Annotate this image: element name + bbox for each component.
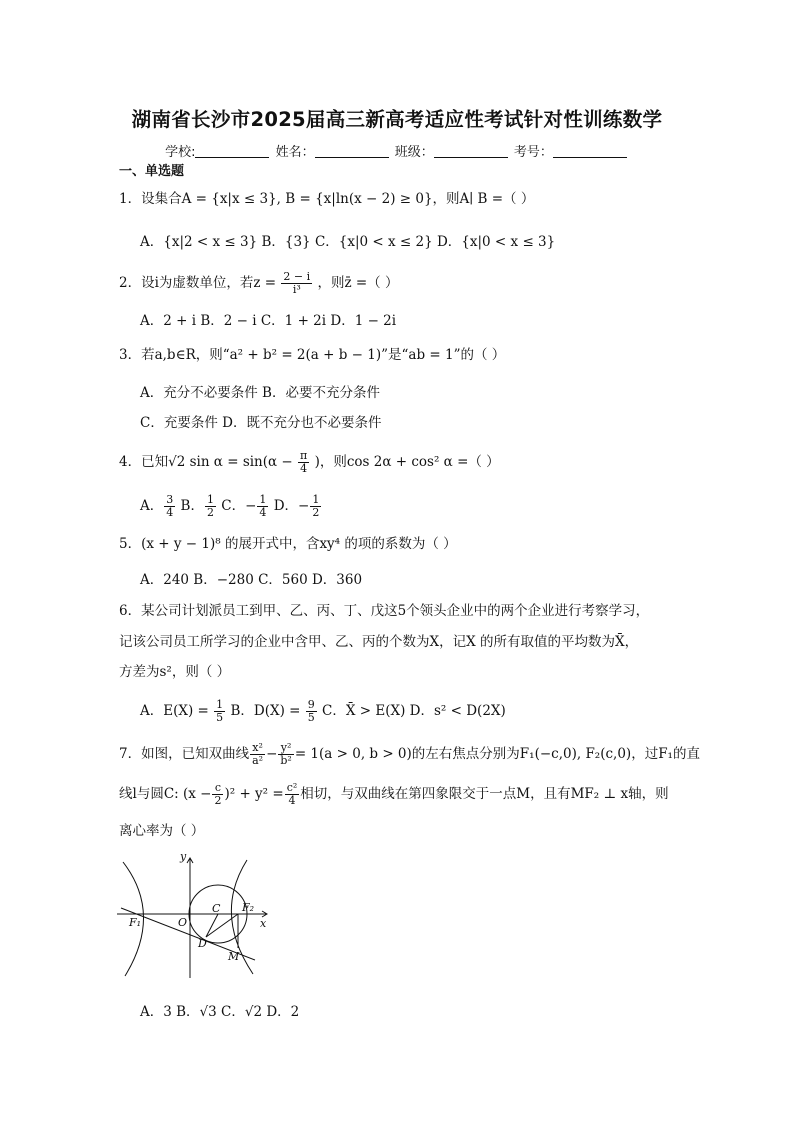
label-x: x <box>260 917 267 930</box>
q7-stem-1 <box>119 742 700 767</box>
q4-c-den: 4 <box>259 506 267 519</box>
q5-stem: 5．(x + y − 1)⁸ 的展开式中，含xy⁴ 的项的系数为（ ） <box>119 536 457 552</box>
q4-opt-c: C．− <box>221 498 257 514</box>
q6-stem-1: 6．某公司计划派员工到甲、乙、丙、丁、戊这5个领头企业中的两个企业进行考察学习， <box>119 603 650 619</box>
q6-options <box>140 699 506 724</box>
q4-opt-b: B． <box>180 498 204 514</box>
q6-b-num: 9 <box>307 698 315 711</box>
q4-opt-d-frac <box>310 494 321 519</box>
exam-no-label: 考号： <box>513 145 553 160</box>
q6-b-den: 5 <box>307 711 315 724</box>
q7-f1-num: x² <box>250 742 265 755</box>
q4-stem <box>119 450 500 475</box>
school-blank <box>195 144 269 158</box>
q6-opt-b: B．D(X) = <box>230 703 301 719</box>
q1-options: A．{x|2 < x ≤ 3} B．{3} C．{x|0 < x ≤ 2} D．{x|0 < x ≤ 3} <box>140 234 556 250</box>
q2-stem <box>119 271 398 296</box>
q2-stem-prefix: 2．设i为虚数单位，若z = <box>119 275 277 291</box>
q7-f4-den: 4 <box>288 794 296 807</box>
exam-no-blank <box>553 144 627 158</box>
q6-a-den: 5 <box>216 711 224 724</box>
q2-options: A．2 + i B．2 − i C．1 + 2i D．1 − 2i <box>140 313 397 329</box>
segment-f2d <box>206 914 238 937</box>
q4-opt-b-frac <box>205 494 216 519</box>
q7-stem-2c: 相切，与双曲线在第四象限交于一点M，且有MF₂ ⊥ x轴，则 <box>300 786 669 802</box>
label-c: C <box>212 902 221 915</box>
q7-frac-x2a2 <box>250 742 265 767</box>
page-title: 湖南省长沙市2025届高三新高考适应性考试针对性训练数学 <box>131 108 663 131</box>
label-y: y <box>180 850 187 863</box>
q7-f4-num: c² <box>286 781 298 794</box>
q3-stem: 3．若a,b∈R，则“a² + b² = 2(a + b − 1)”是“ab = 1”的（ ） <box>119 347 506 363</box>
q7-stem-2a: 线l与圆C: (x − <box>119 786 212 802</box>
q7-frac-y2b2 <box>278 742 293 767</box>
q4-stem-prefix: 4．已知√2 sin α = sin(α − <box>119 454 293 470</box>
label-f2: F₂ <box>242 901 255 914</box>
q7-stem-3: 离心率为（ ） <box>119 823 205 839</box>
q7-frac-c2 <box>212 782 223 807</box>
q3-options-2: C．充要条件 D．既不充分也不必要条件 <box>140 415 382 431</box>
q4-c-num: 1 <box>259 493 267 506</box>
q7-stem-2b: )² + y² = <box>224 786 284 802</box>
q7-stem-1b: − <box>266 746 278 762</box>
q4-b-den: 2 <box>206 506 214 519</box>
name-blank <box>315 144 389 158</box>
q4-options <box>140 494 322 519</box>
q6-a-num: 1 <box>216 698 224 711</box>
q7-f2-num: y² <box>278 742 293 755</box>
q7-stem-2 <box>119 782 669 807</box>
q5-options: A．240 B．−280 C．560 D．360 <box>140 572 363 588</box>
q4-d-num: 1 <box>312 493 320 506</box>
q2-stem-suffix: ，则z̄ =（ ） <box>317 275 399 291</box>
q7-options: A．3 B．√3 C．√2 D．2 <box>140 1004 300 1020</box>
q4-fraction <box>298 450 309 475</box>
q7-f2-den: b² <box>280 754 292 767</box>
q6-opt-cd: C．X̄ > E(X) D．s² < D(2X) <box>322 703 506 719</box>
q4-a-num: 3 <box>166 493 174 506</box>
label-f1: F₁ <box>129 916 142 929</box>
q7-frac-c24 <box>285 782 300 807</box>
school-label: 学校: <box>165 145 196 160</box>
q4-b-num: 1 <box>206 493 214 506</box>
q6-stem-3: 方差为s²，则（ ） <box>119 664 231 680</box>
q4-opt-c-frac <box>257 494 268 519</box>
radius-cd <box>206 914 218 937</box>
label-o: O <box>178 916 188 929</box>
q6-opt-a-frac <box>214 699 225 724</box>
q2-frac-den: i³ <box>292 283 301 296</box>
q4-opt-d: D．− <box>273 498 310 514</box>
q4-opt-a: A． <box>140 498 164 514</box>
class-blank <box>434 144 508 158</box>
q4-opt-a-frac <box>164 494 175 519</box>
student-info-line <box>0 141 794 160</box>
q2-fraction <box>281 271 312 296</box>
q6-opt-a: A．E(X) = <box>140 703 209 719</box>
hyperbola-figure <box>117 850 277 980</box>
q7-f3-den: 2 <box>214 794 222 807</box>
q4-stem-suffix: )，则cos 2α + cos² α =（ ） <box>314 454 500 470</box>
q7-stem-1c: = 1(a > 0, b > 0)的左右焦点分别为F₁(−c,0), F₂(c,0)，过F₁的直 <box>294 746 700 762</box>
q7-f3-num: c <box>212 782 223 795</box>
q3-options-1: A．充分不必要条件 B．必要不充分条件 <box>140 385 380 401</box>
class-label: 班级： <box>394 145 434 160</box>
q2-frac-num: 2 − i <box>283 270 311 283</box>
label-d: D <box>198 937 207 950</box>
q6-stem-2: 记该公司员工所学习的企业中含甲、乙、丙的个数为X，记X 的所有取值的平均数为X̄， <box>119 634 639 650</box>
label-m: M <box>228 950 240 963</box>
q6-opt-b-frac <box>306 699 317 724</box>
q7-stem-1a: 7．如图，已知双曲线 <box>119 746 250 762</box>
q1-stem: 1．设集合A = {x|x ≤ 3}, B = {x|ln(x − 2) ≥ 0}，则A∣ B =（ ） <box>119 191 535 207</box>
section-title: 一、单选题 <box>119 164 185 179</box>
q7-f1-den: a² <box>252 754 264 767</box>
q4-frac-den: 4 <box>300 462 308 475</box>
q4-frac-num: π <box>300 449 308 462</box>
q4-d-den: 2 <box>312 506 320 519</box>
q4-a-den: 4 <box>166 506 174 519</box>
name-label: 姓名： <box>275 145 315 160</box>
